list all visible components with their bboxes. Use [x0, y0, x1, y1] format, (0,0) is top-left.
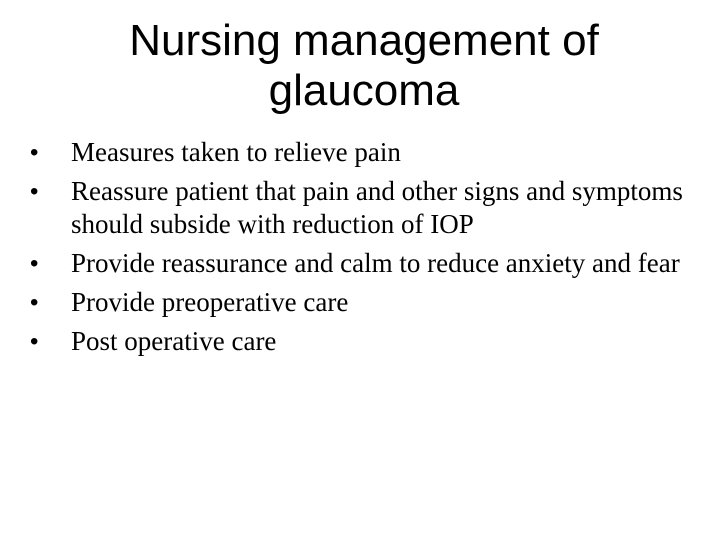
bullet-text: Provide preoperative care [71, 287, 349, 317]
bullet-icon: • [30, 289, 39, 316]
bullet-item [28, 175, 708, 241]
bullet-icon: • [30, 328, 39, 355]
bullet-item [28, 247, 708, 280]
bullet-icon: • [30, 178, 39, 205]
slide-title-line-2: glaucoma [268, 66, 460, 115]
bullet-icon: • [30, 139, 39, 166]
slide-title [20, 16, 708, 116]
bullet-text: Post operative care [71, 326, 277, 356]
bullet-text: Provide reassurance and calm to reduce anxiety and fear [71, 248, 680, 278]
bullet-icon: • [30, 250, 39, 277]
bullet-text: Measures taken to relieve pain [71, 137, 401, 167]
bullet-list [28, 136, 708, 364]
bullet-item [28, 325, 708, 358]
bullet-item [28, 136, 708, 169]
slide-title-line-1: Nursing management of [129, 16, 599, 65]
bullet-text: Reassure patient that pain and other signs and symptoms should subside with reduction of IOP [71, 176, 683, 239]
bullet-item [28, 286, 708, 319]
